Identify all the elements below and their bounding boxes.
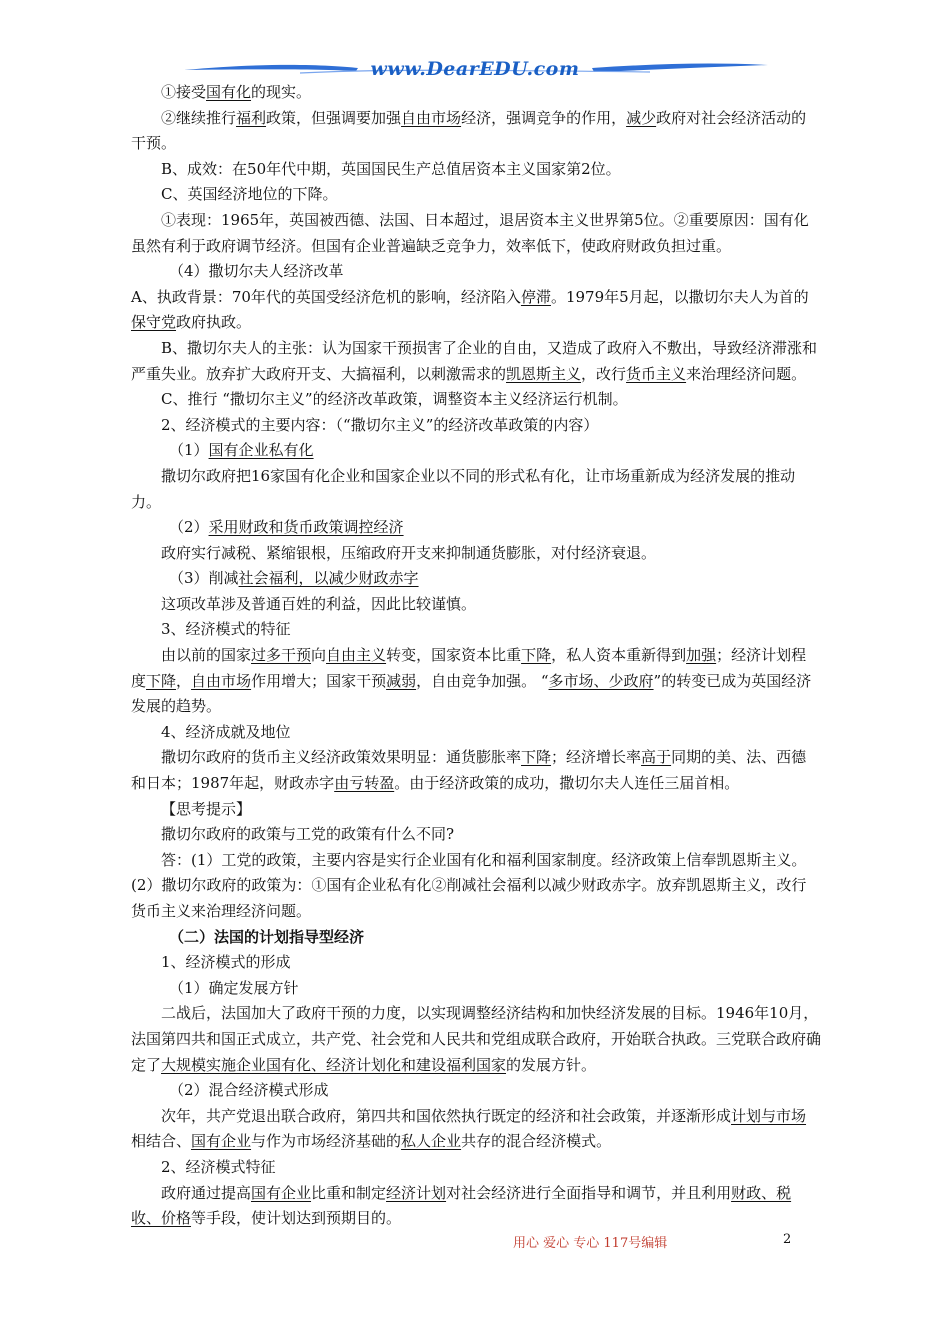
text-run: 转变，国家资本比重 (386, 646, 522, 665)
paragraph (131, 285, 821, 336)
text-run: 次年，共产党退出联合政府，第四共和国依然执行既定的经济和社会政策，并逐渐形成 (161, 1106, 732, 1125)
subheading (131, 720, 821, 746)
paragraph (131, 80, 821, 106)
subheading (131, 950, 821, 976)
text-run: ①表现：1965年，英国被西德、法国、日本超过，退居资本主义世界第5位。②重要原因：国有化虽然有利于政府调节经济。但国有企业普遍缺乏竞争力，效率低下，使政府财政负担过重。 (131, 210, 809, 255)
underlined-term: 下降 (521, 748, 552, 767)
text-run: ；经济计划程度 (131, 646, 807, 690)
text-run: B、成效：在50年代中期，英国国民生产总值居资本主义国家第2位。 (161, 159, 621, 178)
text-run: 。1979年5月起，以撒切尔夫人为首的 (550, 287, 809, 306)
section-label (131, 797, 821, 823)
underlined-term: 私人企业 (401, 1132, 462, 1151)
underlined-term: 经济计划 (386, 1183, 447, 1202)
text-run: （4）撒切尔夫人经济改革 (169, 262, 344, 281)
subheading (131, 1078, 821, 1104)
underlined-term: 采用财政和货币政策调控经济 (208, 518, 404, 537)
underlined-term: 下降 (521, 646, 552, 665)
underlined-term: 过多干预 (251, 646, 312, 665)
underlined-term: 财政、税收、价格 (131, 1183, 792, 1228)
text-run: （3）削减 (169, 569, 239, 588)
underlined-term: 减少 (626, 108, 657, 127)
subheading (131, 259, 821, 285)
text-run: 由以前的国家 (161, 646, 252, 665)
paragraph (131, 541, 821, 567)
underlined-term: 国有企业私有化 (208, 441, 314, 460)
text-run: ”的转变已成为英国经济发展的趋势。 (131, 671, 812, 716)
text-run: B、撒切尔夫人的主张：认为国家干预损害了企业的自由，又造成了政府入不敷出，导致经济滞涨和严重失业。放弃扩大政府开支、大搞福利，以刺激需求的 (131, 338, 818, 383)
paragraph (131, 1001, 821, 1078)
text-run: ，自由竞争加强。 “ (416, 671, 549, 690)
text-run: 的现实。 (251, 83, 312, 101)
text-run: 撒切尔政府的货币主义经济政策效果明显：通货膨胀率 (161, 748, 522, 767)
text-run: （二）法国的计划指导型经济 (169, 927, 365, 946)
page-number: 2 (783, 1232, 792, 1247)
paragraph (131, 1104, 821, 1155)
site-url[interactable]: www.DearEDU.com (370, 58, 580, 80)
paragraph (131, 745, 821, 796)
text-run: C、推行 “撒切尔主义”的经济改革政策，调整资本主义经济运行机制。 (161, 390, 628, 409)
text-run: （2） (169, 518, 209, 537)
underlined-term: 多市场、少政府 (548, 671, 654, 690)
subheading (131, 438, 821, 464)
underlined-term: 自由主义 (326, 646, 387, 665)
underlined-term: 加强 (686, 646, 717, 665)
section-heading (131, 925, 821, 951)
document-body (131, 80, 821, 1232)
text-run: 政府实行减税、紧缩银根，压缩政府开支来抑制通货膨胀，对付经济衰退。 (161, 543, 657, 562)
text-run: 向 (311, 646, 327, 665)
text-run: 【思考提示】 (161, 799, 252, 818)
text-run: 政府通过提高 (161, 1183, 252, 1202)
text-run: 3、经济模式的特征 (161, 620, 291, 639)
underlined-term: 下降 (146, 671, 177, 690)
text-run: 与作为市场经济基础的 (251, 1132, 402, 1151)
paragraph (131, 1181, 821, 1232)
subheading (131, 1155, 821, 1181)
paragraph (131, 387, 821, 413)
paragraph (131, 182, 821, 208)
text-run: （1）确定发展方针 (169, 978, 299, 997)
underlined-term: 凯恩斯主义 (506, 364, 582, 383)
text-run: 答：(1）工党的政策，主要内容是实行企业国有化和福利国家制度。经济政策上信奉凯恩斯主义。(2）撒切尔政府的政策为：①国有企业私有化②削减社会福利以减少财政赤字。放弃凯恩斯主义，改行货币主义来治理经济问题。 (131, 850, 807, 920)
underlined-term: 大规模实施企业国有化、经济计划化和建设福利国家 (161, 1055, 507, 1074)
text-run: ，改行 (581, 364, 627, 383)
underlined-term: 国有企业 (251, 1183, 312, 1202)
text-run: 1、经济模式的形成 (161, 953, 291, 972)
underlined-term: 国有化 (206, 83, 252, 101)
subheading (131, 413, 821, 439)
underlined-term: 社会福利，以减少财政赤字 (238, 569, 419, 588)
paragraph (131, 208, 821, 259)
text-run: 共存的混合经济模式。 (461, 1132, 612, 1151)
subheading (131, 617, 821, 643)
text-run: 对社会经济进行全面指导和调节，并且利用 (446, 1183, 732, 1202)
underlined-term: 货币主义 (626, 364, 687, 383)
text-run: 2、经济模式的主要内容：（“撒切尔主义”的经济改革政策的内容） (161, 415, 599, 434)
text-run: 等手段，使计划达到预期目的。 (191, 1209, 402, 1228)
text-run: 政府执政。 (176, 313, 252, 332)
underlined-term: 国有企业 (191, 1132, 252, 1151)
answer (131, 848, 821, 925)
text-run: ①接受 (161, 83, 207, 101)
paragraph (131, 106, 821, 157)
text-run: 经济，强调竞争的作用， (461, 108, 627, 127)
text-run: ；经济增长率 (551, 748, 642, 767)
text-run: 相结合、 (131, 1132, 192, 1151)
text-run: ， (176, 671, 192, 690)
text-run: ，私人资本重新得到 (551, 646, 687, 665)
underlined-term: 自由市场 (191, 671, 252, 690)
paragraph (131, 464, 821, 515)
text-run: 2、经济模式特征 (161, 1157, 276, 1176)
text-run: 撒切尔政府把16家国有化企业和国家企业以不同的形式私有化，让市场重新成为经济发展的推动力。 (131, 466, 796, 511)
text-run: 二战后，法国加大了政府干预的力度，以实现调整经济结构和加快经济发展的目标。1946年10月，法国第四共和国正式成立，共产党、社会党和人民共和党组成联合政府，开始联合执政。三党联合政府确定了 (131, 1004, 822, 1074)
text-run: 来治理经济问题。 (686, 364, 807, 383)
text-run: 撒切尔政府的政策与工党的政策有什么不同? (161, 825, 455, 844)
subheading (131, 976, 821, 1002)
text-run: （1） (169, 441, 209, 460)
question (131, 822, 821, 848)
text-run: A、执政背景：70年代的英国受经济危机的影响，经济陷入 (131, 287, 521, 306)
underlined-term: 高于 (641, 748, 672, 767)
underlined-term: 保守党 (131, 313, 177, 332)
text-run: 这项改革涉及普通百姓的利益，因此比较谨慎。 (161, 594, 477, 613)
text-run: C、英国经济地位的下降。 (161, 185, 338, 204)
underlined-term: 自由市场 (401, 108, 462, 127)
text-run: 比重和制定 (311, 1183, 387, 1202)
underlined-term: 福利 (236, 108, 267, 127)
text-run: 政策，但强调要加强 (266, 108, 402, 127)
underlined-term: 计划与市场 (731, 1106, 807, 1125)
text-run: 。由于经济政策的成功，撒切尔夫人连任三届首相。 (394, 774, 740, 793)
subheading (131, 515, 821, 541)
text-run: 作用增大；国家干预 (251, 671, 387, 690)
paragraph (131, 643, 821, 720)
text-run: 4、经济成就及地位 (161, 722, 291, 741)
page-footer (0, 1232, 950, 1252)
paragraph (131, 592, 821, 618)
underlined-term: 由亏转盈 (334, 774, 395, 793)
subheading (131, 566, 821, 592)
underlined-term: 减弱 (386, 671, 417, 690)
paragraph (131, 336, 821, 387)
underlined-term: 停滞 (520, 287, 551, 306)
text-run: 政府对社会经济活动的干预。 (131, 108, 807, 153)
paragraph (131, 157, 821, 183)
text-run: （2）混合经济模式形成 (169, 1081, 329, 1100)
text-run: 的发展方针。 (506, 1055, 597, 1074)
text-run: 同期的美、法、西德和日本；1987年起，财政赤字 (131, 748, 807, 793)
footer-slogan: 用心 爱心 专心 117号编辑 (513, 1236, 668, 1251)
text-run: ②继续推行 (161, 108, 237, 127)
